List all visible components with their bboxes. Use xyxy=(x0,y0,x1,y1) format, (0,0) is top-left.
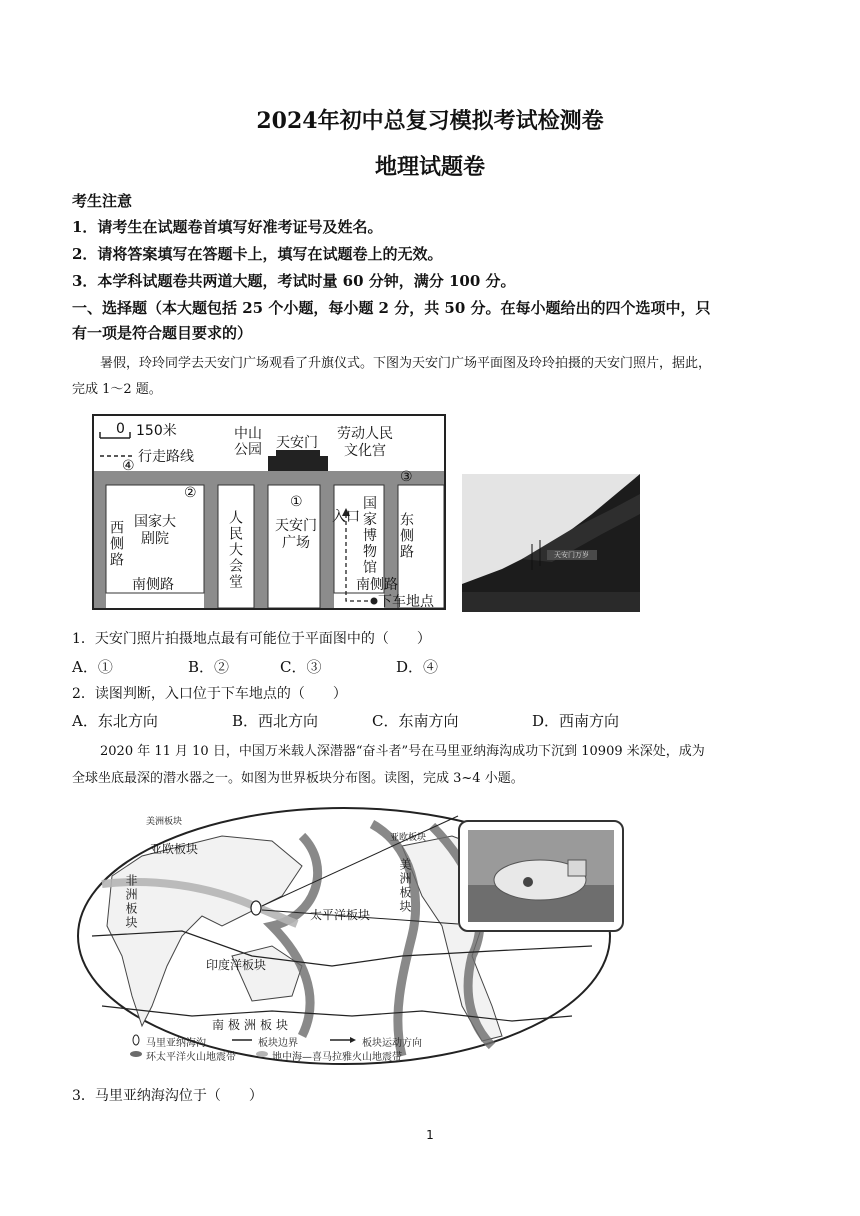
tiananmen-photo xyxy=(462,474,640,612)
label-african-plate: 非洲板块 xyxy=(124,874,138,930)
q1-stem: 1．天安门照片拍摄地点最有可能位于平面图中的（ ） xyxy=(72,631,431,647)
q1-option-d[interactable]: D．④ xyxy=(396,658,439,676)
q1-option-b[interactable]: B．② xyxy=(188,658,230,676)
submersible-photo xyxy=(468,830,614,922)
notice-item-3: 3．本学科试题卷共两道大题，考试时量 60 分钟，满分 100 分。 xyxy=(72,272,516,290)
photo-banner-text: 天安门万岁 xyxy=(554,551,589,559)
page-number: 1 xyxy=(426,1128,434,1142)
notice-item-1: 1．请考生在试题卷首填写好准考证号及姓名。 xyxy=(72,218,383,236)
label-national-theater: 国家大剧院 xyxy=(134,514,176,547)
label-eurasian-plate: 亚欧板块 xyxy=(150,842,199,856)
notice-heading: 考生注意 xyxy=(72,192,133,210)
intro-line2: 完成 1～2 题。 xyxy=(72,382,162,397)
q3-stem: 3．马里亚纳海沟位于（ ） xyxy=(72,1088,263,1104)
legend-pacific-belt: 环太平洋火山地震带 xyxy=(146,1052,236,1063)
q1-option-c[interactable]: C．③ xyxy=(280,658,322,676)
label-entrance: 入口 xyxy=(332,509,360,525)
q2-option-a[interactable]: A．东北方向 xyxy=(72,712,158,730)
label-south-road-right: 南侧路 xyxy=(356,577,398,593)
marker-1: ① xyxy=(290,494,303,510)
legend-med-belt: 地中海—喜马拉雅火山地震带 xyxy=(272,1052,402,1063)
scale-unit: 150米 xyxy=(136,423,177,439)
label-eurasian-plate-small: 亚欧板块 xyxy=(390,833,427,843)
route-legend-label: 行走路线 xyxy=(138,449,194,465)
label-east-road: 东侧路 xyxy=(398,512,414,560)
label-american-plate: 美洲板块 xyxy=(398,858,412,914)
label-american-plate-small: 美洲板块 xyxy=(146,817,183,827)
label-dropoff: 下车地点 xyxy=(378,594,434,610)
legend-boundary: 板块边界 xyxy=(258,1038,298,1049)
submersible-photo-frame xyxy=(458,820,624,932)
label-tiananmen: 天安门 xyxy=(276,435,318,451)
intro-line1: 暑假，玲玲同学去天安门广场观看了升旗仪式。下图为天安门广场平面图及玲玲拍摄的天安门照片，据此， xyxy=(100,356,712,371)
section-heading-line1: 一、选择题（本大题包括 25 个小题，每小题 2 分，共 50 分。在每小题给出的四个选项中，只 xyxy=(72,299,711,317)
square-plan-map xyxy=(92,414,446,610)
label-antarctic-plate: 南极洲板块 xyxy=(212,1018,293,1032)
q2-option-b[interactable]: B．西北方向 xyxy=(232,712,319,730)
legend-motion: 板块运动方向 xyxy=(362,1038,422,1049)
legend-trench: 马里亚纳海沟 xyxy=(146,1038,206,1049)
label-pacific-plate: 太平洋板块 xyxy=(310,908,371,922)
label-tiananmen-square: 天安门广场 xyxy=(275,518,317,551)
label-indian-plate: 印度洋板块 xyxy=(206,958,267,972)
passage2-line2: 全球坐底最深的潜水器之一。如图为世界板块分布图。读图，完成 3~4 小题。 xyxy=(72,771,524,786)
section-heading-line2: 有一项是符合题目要求的） xyxy=(72,324,253,342)
label-zhongshan-park: 中山公园 xyxy=(234,426,262,458)
marker-3: ③ xyxy=(400,469,413,485)
scale-zero: 0 xyxy=(116,421,125,437)
q1-option-a[interactable]: A．① xyxy=(72,658,113,676)
label-south-road-left: 南侧路 xyxy=(132,577,174,593)
passage2-line1: 2020 年 11 月 10 日，中国万米载人深潜器“奋斗者”号在马里亚纳海沟成功下沉到 10909 米深处，成为 xyxy=(100,744,705,759)
exam-title: 2024年初中总复习模拟考试检测卷 xyxy=(256,108,604,134)
tiananmen-photo-graphic xyxy=(462,474,640,612)
q2-option-d[interactable]: D．西南方向 xyxy=(532,712,620,730)
label-national-museum: 国家博物馆 xyxy=(363,496,377,576)
marker-4: ④ xyxy=(122,458,135,474)
label-laodong-palace: 劳动人民文化宫 xyxy=(337,426,393,459)
label-west-road: 西侧路 xyxy=(108,520,124,568)
label-great-hall: 人民大会堂 xyxy=(227,510,243,590)
notice-item-2: 2．请将答案填写在答题卡上，填写在试题卷上的无效。 xyxy=(72,245,443,263)
exam-subtitle: 地理试题卷 xyxy=(374,154,485,180)
marker-2: ② xyxy=(184,485,197,501)
q2-stem: 2．读图判断，入口位于下车地点的（ ） xyxy=(72,686,347,702)
q2-option-c[interactable]: C．东南方向 xyxy=(372,712,459,730)
